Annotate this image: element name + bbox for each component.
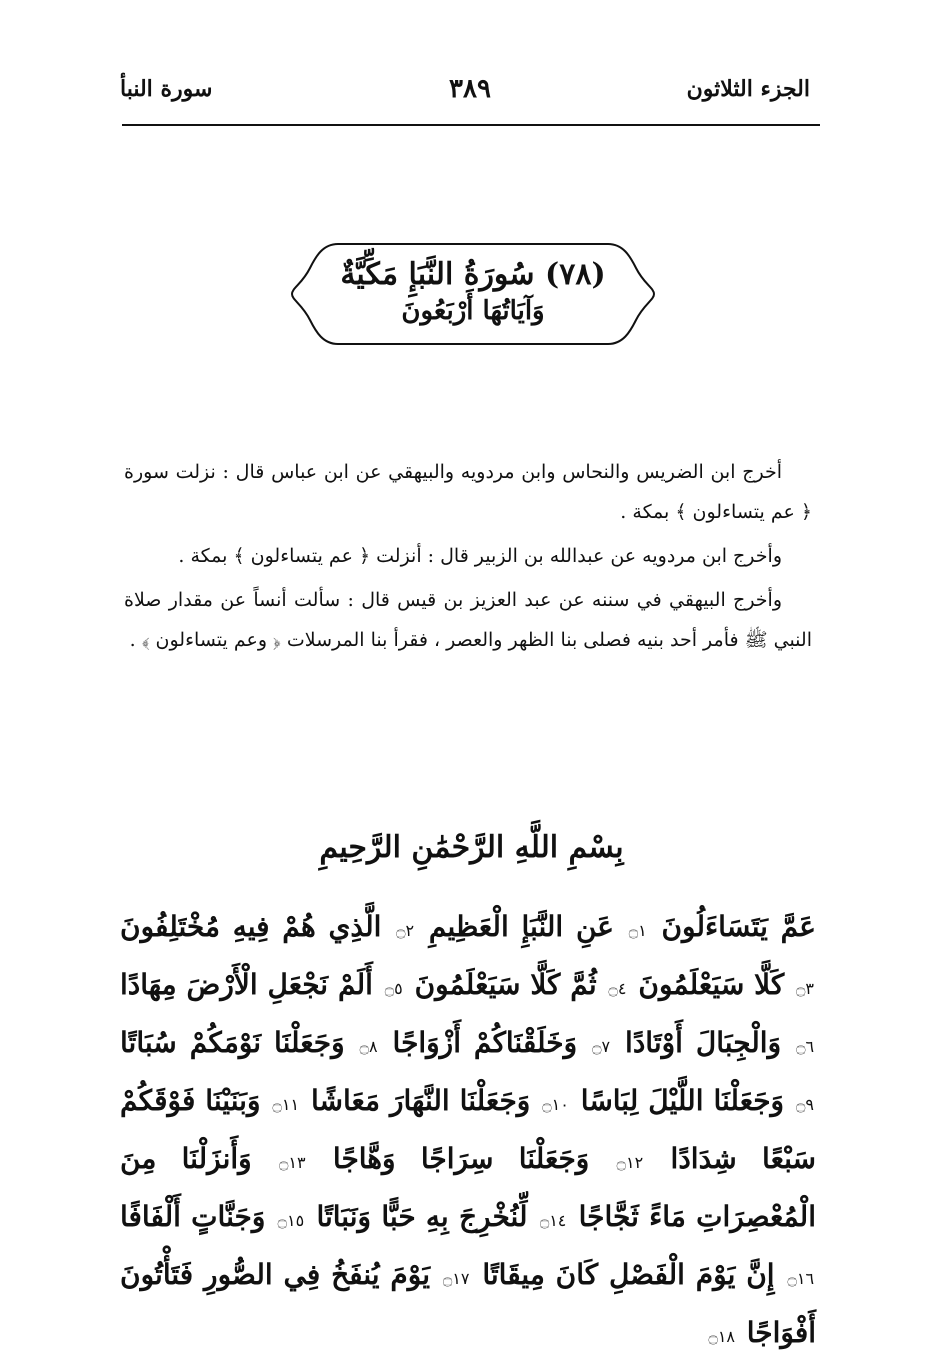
ayah-text: كَلَّا سَيَعْلَمُونَ (638, 968, 785, 1001)
header-divider (122, 124, 820, 126)
ayah-text: لِّنُخْرِجَ بِهِ حَبًّا وَنَبَاتًا (316, 1200, 528, 1233)
ayah-text: عَنِ النَّبَإِ الْعَظِيمِ (428, 910, 614, 943)
ayah-text: أَلَمْ نَجْعَلِ الْأَرْضَ مِهَادًا (120, 968, 373, 1001)
ayah-number-marker: ۝٨ (359, 1037, 378, 1056)
surah-title-frame (288, 238, 658, 350)
ayah-text: وَجَعَلْنَا اللَّيْلَ لِبَاسًا (580, 1084, 785, 1117)
page-header (120, 72, 820, 122)
ayah-number-marker: ۝٦ (796, 1037, 815, 1056)
ayah-text: وَجَعَلْنَا سِرَاجًا وَهَّاجًا (332, 1142, 590, 1175)
surah-title: (٧٨) سُورَةُ النَّبَإِ مَكِّيَّةٌ (340, 257, 606, 292)
ayah-number-marker: ۝١٤ (539, 1211, 567, 1230)
ayah-number-marker: ۝١٠ (542, 1095, 569, 1114)
ayah-text: وَالْجِبَالَ أَوْتَادًا (625, 1026, 782, 1059)
ayah-text: وَجَعَلْنَا نَوْمَكُمْ سُبَاتًا (120, 1026, 345, 1059)
page-number: ٣٨٩ (449, 74, 491, 104)
basmala: بِسْمِ اللَّهِ الرَّحْمَٰنِ الرَّحِيمِ (319, 830, 624, 865)
surah-verse-count: وَآيَاتُهَا أَرْبَعُونَ (401, 296, 545, 326)
ayah-number-marker: ۝٩ (796, 1095, 814, 1114)
quran-verses (120, 900, 816, 1364)
ayah-number-marker: ۝١ (628, 921, 647, 940)
ayah-text: إِنَّ يَوْمَ الْفَصْلِ كَانَ مِيقَاتًا (482, 1258, 775, 1291)
ayah-number-marker: ۝١٧ (442, 1269, 470, 1288)
ayah-number-marker: ۝١٨ (708, 1327, 735, 1346)
surah-label: سورة النبأ (120, 76, 213, 102)
ayah-text: وَخَلَقْنَاكُمْ أَزْوَاجًا (392, 1026, 578, 1059)
ayah-number-marker: ۝١٦ (787, 1269, 815, 1288)
ayah-text: وَجَنَّاتٍ أَلْفَافًا (120, 1200, 266, 1233)
ayah-text: عَمَّ يَتَسَاءَلُونَ (661, 910, 817, 943)
ayah-text: الَّذِي هُمْ فِيهِ مُخْتَلِفُونَ (120, 910, 382, 943)
juz-label: الجزء الثلاثون (686, 76, 810, 102)
ayah-number-marker: ۝١٣ (279, 1153, 306, 1172)
ayah-number-marker: ۝٤ (608, 979, 627, 998)
narrations-block (124, 452, 812, 664)
ayah-number-marker: ۝١٥ (277, 1211, 305, 1230)
narration-paragraph: وأخرج ابن مردويه عن عبدالله بن الزبير قال : أنزلت ﴿ عم يتساءلون ﴾ بمكة . (178, 545, 782, 567)
ayah-text: يَوْمَ يُنفَخُ فِي الصُّورِ فَتَأْتُونَ أَفْوَاجًا (120, 1258, 816, 1349)
ayah-text: وَجَعَلْنَا النَّهَارَ مَعَاشًا (311, 1084, 531, 1117)
ayah-number-marker: ۝١٢ (616, 1153, 644, 1172)
ayah-number-marker: ۝١١ (272, 1095, 300, 1114)
narration-paragraph: أخرج ابن الضريس والنحاس وابن مردويه والبيهقي عن ابن عباس قال : نزلت سورة ﴿ عم يتساءلون ﴾ بمكة . (124, 461, 812, 523)
ayah-number-marker: ۝٢ (396, 921, 415, 940)
ayah-text: ثُمَّ كَلَّا سَيَعْلَمُونَ (414, 968, 597, 1001)
narration-paragraph: وأخرج البيهقي في سننه عن عبد العزيز بن قيس قال : سألت أنساً عن مقدار صلاة النبي ﷺ فأمر أحد بنيه فصلى بنا الظهر والعصر ، فقرأ بنا المرسلات ﴿ وعم يتساءلون ﴾ . (124, 589, 812, 651)
ayah-number-marker: ۝٣ (796, 979, 814, 998)
ayah-text: وَأَنزَلْنَا مِنَ الْمُعْصِرَاتِ مَاءً ثَجَّاجًا (120, 1142, 816, 1233)
ayah-text: وَبَنَيْنَا فَوْقَكُمْ سَبْعًا شِدَادًا (120, 1084, 817, 1175)
ayah-number-marker: ۝٧ (592, 1037, 611, 1056)
ayah-number-marker: ۝٥ (384, 979, 403, 998)
